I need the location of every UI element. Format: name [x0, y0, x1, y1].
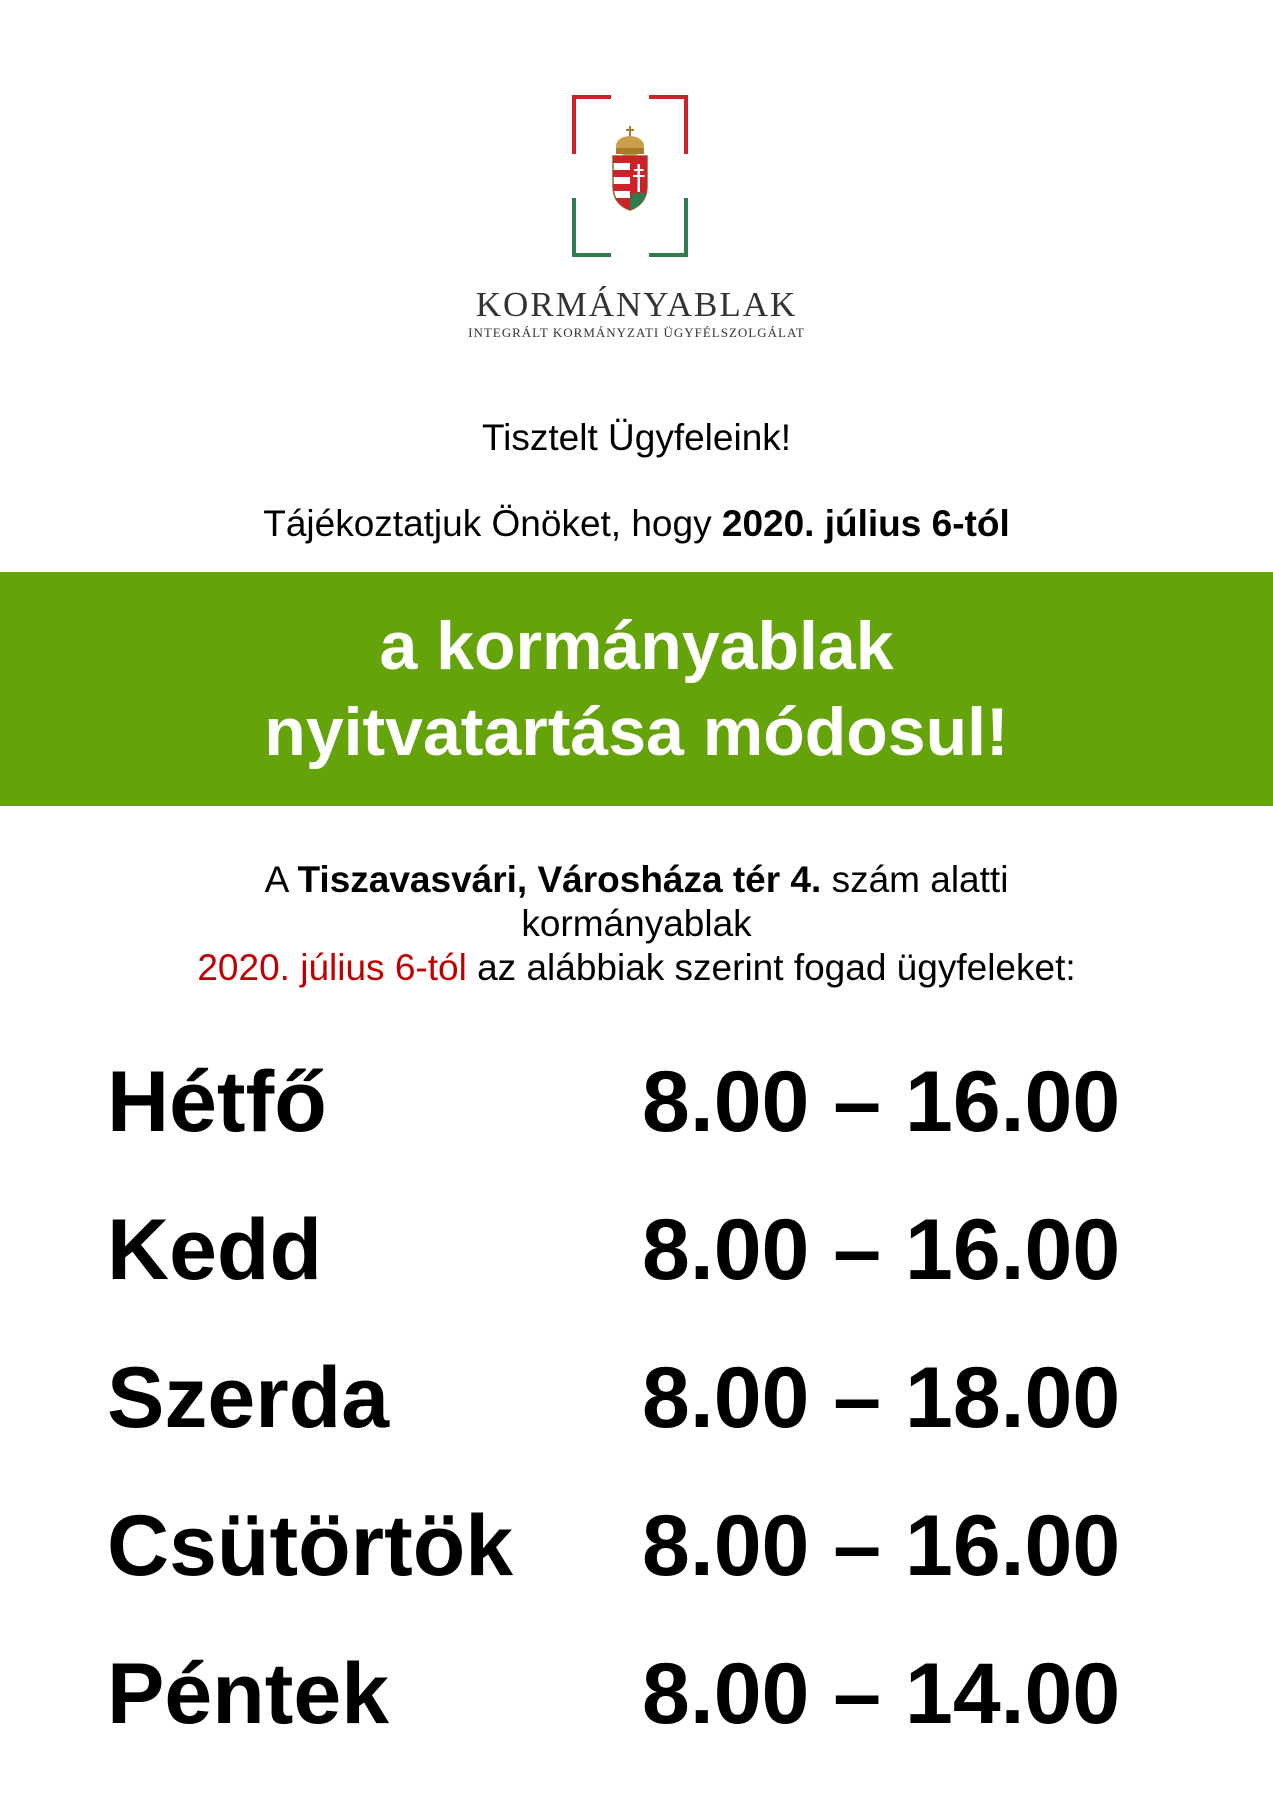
- opening-hours-schedule: [107, 1052, 1207, 1792]
- address-suffix: szám alatti: [821, 859, 1009, 900]
- schedule-hours: 8.00 – 16.00: [642, 1202, 1121, 1298]
- schedule-row: [107, 1200, 1207, 1348]
- address-line-2: kormányablak: [521, 903, 752, 944]
- schedule-day: Szerda: [107, 1350, 390, 1446]
- kormanyablak-logo: [571, 94, 689, 258]
- schedule-day: Csütörtök: [107, 1498, 514, 1594]
- address-line-1: [0, 858, 1273, 902]
- banner-line-1: a kormányablak: [379, 608, 894, 684]
- banner-line-2: nyitvatartása módosul!: [264, 694, 1009, 770]
- intro-text: [0, 502, 1273, 546]
- address-line-3-rest: az alábbiak szerint fogad ügyfeleket:: [466, 947, 1076, 988]
- schedule-day: Péntek: [107, 1646, 390, 1742]
- schedule-row: [107, 1644, 1207, 1792]
- hungarian-coat-of-arms-icon: [571, 94, 689, 258]
- brand-subtitle: INTEGRÁLT KORMÁNYZATI ÜGYFÉLSZOLGÁLAT: [468, 325, 805, 340]
- schedule-hours: 8.00 – 16.00: [642, 1054, 1121, 1150]
- schedule-row: [107, 1348, 1207, 1496]
- schedule-hours: 8.00 – 16.00: [642, 1498, 1121, 1594]
- address-prefix: A: [264, 859, 298, 900]
- address-line-3: [0, 946, 1273, 990]
- schedule-row: [107, 1496, 1207, 1644]
- schedule-hours: 8.00 – 14.00: [642, 1646, 1121, 1742]
- schedule-row: [107, 1052, 1207, 1200]
- intro-date: 2020. július 6-tól: [721, 503, 1010, 544]
- announcement-banner: [0, 572, 1273, 806]
- brand-name: KORMÁNYABLAK: [475, 285, 798, 324]
- schedule-hours: 8.00 – 18.00: [642, 1350, 1121, 1446]
- schedule-day: Kedd: [107, 1202, 322, 1298]
- greeting: Tisztelt Ügyfeleink!: [481, 417, 792, 458]
- effective-date: 2020. július 6-tól: [197, 947, 467, 988]
- address-location: Tiszavasvári, Városháza tér 4.: [297, 859, 822, 900]
- schedule-day: Hétfő: [107, 1054, 327, 1150]
- address-block: [0, 858, 1273, 990]
- intro-prefix: Tájékoztatjuk Önöket, hogy: [263, 503, 722, 544]
